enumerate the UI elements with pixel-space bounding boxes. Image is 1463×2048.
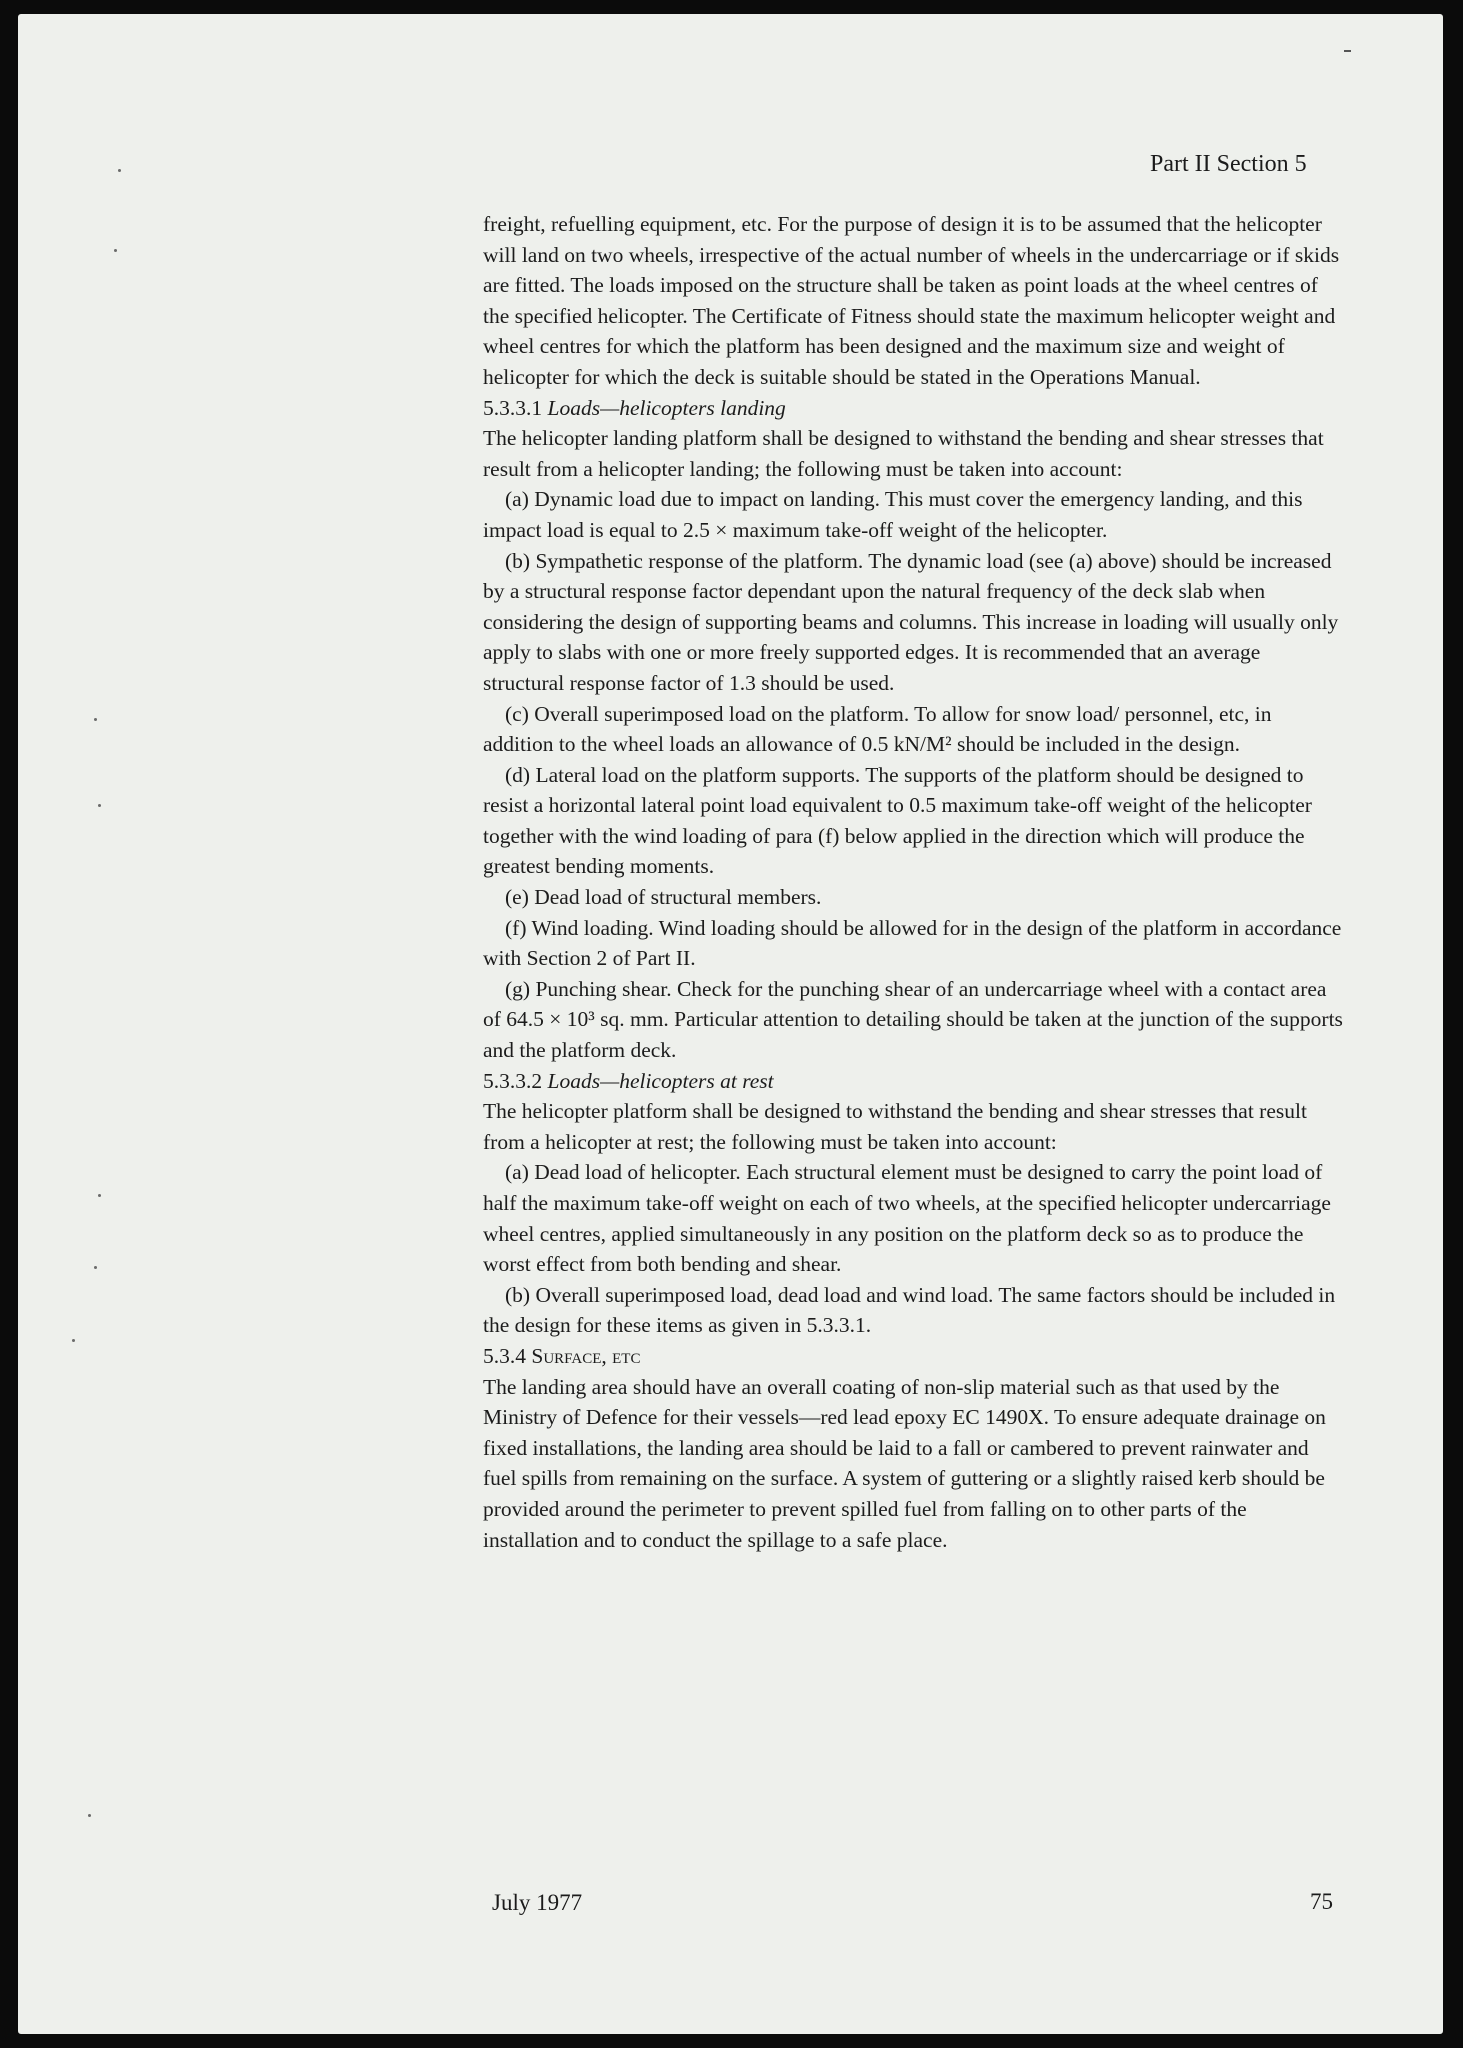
- scan-speck: [72, 1339, 75, 1342]
- scan-speck: [114, 249, 117, 252]
- section-paragraph: The landing area should have an overall coating of non-slip material such as that used by the Ministry of Defence for their vessels—red lead epoxy EC 1490X. To ensure adequate drainage on fixed installations, the landing area should be laid to a fall or cambered to prevent rainwater and fuel spills from remaining on the surface. A system of guttering or a slightly raised kerb should be provided around the perimeter to prevent spilled fuel from falling on to other parts of the installation and to conduct the spillage to a safe place.: [483, 1374, 1326, 1552]
- list-item: (a) Dead load of helicopter. Each structural element must be designed to carry the point load of half the maximum take-off weight on each of two wheels, at the specified helicopter undercarriage wheel centres, applied simultaneously in any position on the platform deck so as to produce the worst effect from both bending and shear.: [483, 1160, 1331, 1277]
- list-item: (c) Overall superimposed load on the platform. To allow for snow load/ personnel, etc, in addition to the wheel loads an allowance of 0.5 kN/M² should be included in the design.: [483, 701, 1272, 757]
- section-title: Surface, etc: [531, 1343, 641, 1368]
- list-item: (f) Wind loading. Wind loading should be allowed for in the design of the platform in accordance with Section 2 of Part II.: [483, 915, 1342, 971]
- scan-speck: [94, 1266, 97, 1269]
- subsection-title: Loads—helicopters at rest: [547, 1068, 774, 1093]
- page-number: 75: [1310, 1889, 1333, 1914]
- running-header: Part II Section 5: [1150, 151, 1307, 177]
- list-item: (g) Punching shear. Check for the punching shear of an undercarriage wheel with a contact area of 64.5 × 10³ sq. mm. Particular attention to detailing should be taken at the junction of the supports and the platform deck.: [483, 976, 1343, 1063]
- subsection-heading-5332: [483, 1066, 1343, 1097]
- main-text: [483, 209, 1343, 1555]
- scan-speck: [98, 1194, 101, 1197]
- list-item: (d) Lateral load on the platform supports. The supports of the platform should be designed to resist a horizontal lateral point load equivalent to 0.5 maximum take-off weight of the helicopter together with the wind loading of para (f) below applied in the direction which will produce the greatest bending moments.: [483, 762, 1312, 879]
- scan-speck: [98, 804, 101, 807]
- scan-speck: [94, 718, 97, 721]
- list-item: (a) Dynamic load due to impact on landing. This must cover the emergency landing, and this impact load is equal to 2.5 × maximum take-off weight of the helicopter.: [483, 487, 1303, 542]
- footer-date: July 1977: [492, 1890, 583, 1915]
- scan-speck: [118, 169, 121, 172]
- list-item: (b) Overall superimposed load, dead load and wind load. The same factors should be included in the design for these items as given in 5.3.3.1.: [483, 1282, 1336, 1338]
- intro-paragraph: freight, refuelling equipment, etc. For the purpose of design it is to be assumed that the helicopter will land on two wheels, irrespective of the actual number of wheels in the undercarriage or if skids are fitted. The loads imposed on the structure shall be taken as point loads at the wheel centres of the specified helicopter. The Certificate of Fitness should state the maximum helicopter weight and wheel centres for which the platform has been designed and the maximum size and weight of helicopter for which the deck is suitable should be stated in the Operations Manual.: [483, 212, 1340, 389]
- subsection-title: Loads—helicopters landing: [547, 395, 786, 420]
- scan-speck: [88, 1814, 91, 1817]
- subsection-number: 5.3.3.1: [483, 395, 543, 420]
- subsection-lead: The helicopter platform shall be designed to withstand the bending and shear stresses that result from a helicopter at rest; the following must be taken into account:: [483, 1099, 1307, 1154]
- section-heading-534: [483, 1341, 1343, 1372]
- list-item: (b) Sympathetic response of the platform. The dynamic load (see (a) above) should be increased by a structural response factor dependant upon the natural frequency of the deck slab when considering the design of supporting beams and columns. This increase in loading will usually only apply to slabs with one or more freely supported edges. It is recommended that an average structural response factor of 1.3 should be used.: [483, 548, 1339, 695]
- subsection-lead: The helicopter landing platform shall be designed to withstand the bending and shear stresses that result from a helicopter landing; the following must be taken into account:: [483, 426, 1324, 481]
- subsection-number: 5.3.3.2: [483, 1068, 543, 1093]
- section-number: 5.3.4: [483, 1343, 526, 1368]
- subsection-heading-5331: [483, 393, 1343, 424]
- scan-mark: [1344, 50, 1351, 52]
- list-item: (e) Dead load of structural members.: [505, 885, 822, 910]
